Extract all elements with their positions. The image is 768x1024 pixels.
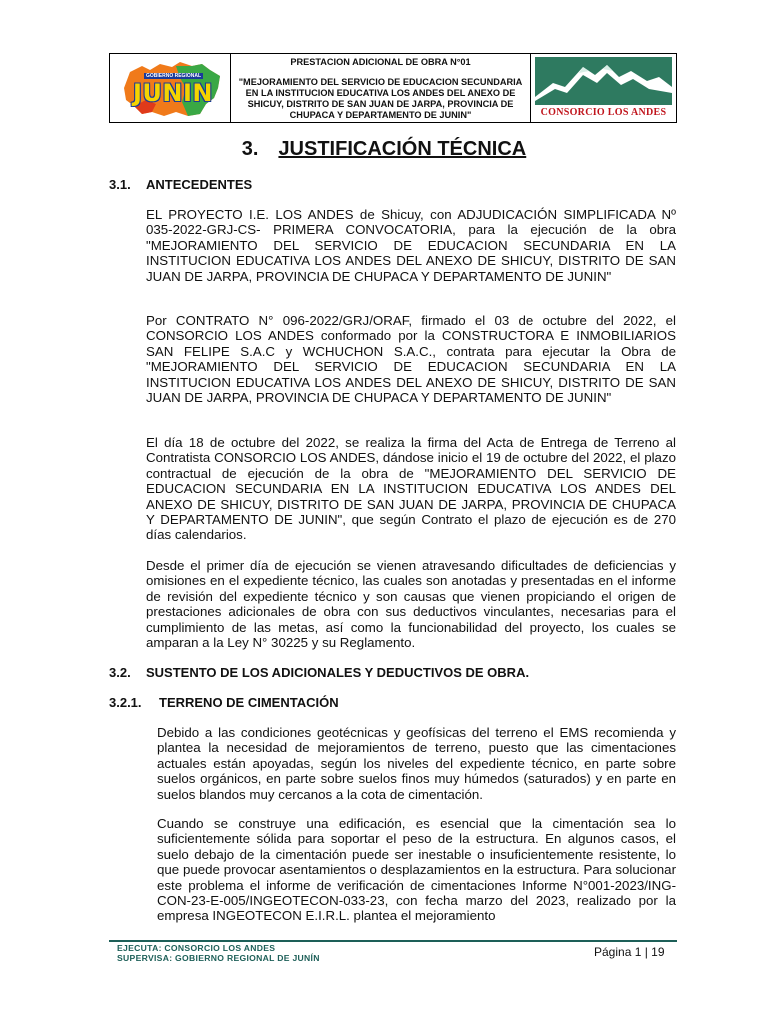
heading-title: TERRENO DE CIMENTACIÓN xyxy=(159,695,339,710)
heading-number: 3.2. xyxy=(109,665,131,680)
paragraph-antecedentes-1: EL PROYECTO I.E. LOS ANDES de Shicuy, con ADJUDICACIÓN SIMPLIFICADA Nº 035-2022-GRJ-CS- PRIMERA CONVOCATORIA, para la ejecución de la obra "MEJORAMIENTO DEL SERVICIO DE EDUCACION SECUNDARIA EN LA INSTITUCION EDUCATIVA LOS ANDES DEL ANEXO DE SHICUY, DISTRITO DE SAN JUAN DE JARPA, PROVINCIA DE CHUPACA Y DEPARTAMENTO DE JUNIN" xyxy=(146,207,676,284)
logo-subtext: GOBIERNO REGIONAL xyxy=(146,73,202,79)
consorcio-name: CONSORCIO LOS ANDES xyxy=(540,107,667,118)
heading-number: 3.1. xyxy=(109,177,131,192)
heading-title: ANTECEDENTES xyxy=(146,177,253,192)
paragraph-terreno-1: Debido a las condiciones geotécnicas y geofísicas del terreno el EMS recomienda y plantea la necesidad de mejoramientos de terreno, puesto que las cimentaciones actuales están apoyadas, según los niveles del expediente técnico, en parte sobre suelos orgánicos, en parte sobre suelos finos muy húmedos (saturados) y en parte en suelos blandos muy cercanos a la cota de cimentación. xyxy=(157,725,676,802)
heading-3-2-1 xyxy=(109,695,339,710)
paragraph-antecedentes-4: Desde el primer día de ejecución se vienen atravesando dificultades de deficiencias y omisiones en el expediente técnico, las cuales son anotadas y presentadas en el informe de revisión del expediente técnico y son causas que vienen propiciando el origen de prestaciones adicionales de obra con sus deductivos vinculantes, necesarias para el cumplimiento de las metas, así como la funcionabilidad del proyecto, los cuales se amparan a la Ley N° 30225 y su Reglamento. xyxy=(146,558,676,651)
document-header xyxy=(109,53,677,123)
heading-title: SUSTENTO DE LOS ADICIONALES Y DEDUCTIVOS DE OBRA. xyxy=(146,665,530,680)
logo-text: JUNIN xyxy=(133,79,214,107)
header-title: PRESTACION ADICIONAL DE OBRA N°01 xyxy=(290,57,471,67)
heading-3-1 xyxy=(109,177,252,192)
mountain-icon xyxy=(535,57,672,105)
paragraph-antecedentes-2: Por CONTRATO N° 096-2022/GRJ/ORAF, firmado el 03 de octubre del 2022, el CONSORCIO LOS ANDES conformado por la CONSTRUCTORA E INMOBILIARIOS SAN FELIPE S.A.C y WCHUCHON S.A.C., contrata para ejecutar la Obra de "MEJORAMIENTO DEL SERVICIO DE EDUCACION SECUNDARIA EN LA INSTITUCION EDUCATIVA LOS ANDES DEL ANEXO DE SHICUY, DISTRITO DE SAN JUAN DE JARPA, PROVINCIA DE CHUPACA Y DEPARTAMENTO DE JUNIN" xyxy=(146,313,676,406)
section-title: JUSTIFICACIÓN TÉCNICA xyxy=(278,138,527,160)
header-project: "MEJORAMIENTO DEL SERVICIO DE EDUCACION SECUNDARIA EN LA INSTITUCION EDUCATIVA LOS ANDES DEL ANEXO DE SHICUY, DISTRITO DE SAN JUAN DE JARPA, PROVINCIA DE CHUPACA Y DEPARTAMENTO DE JUNIN" xyxy=(238,77,523,120)
header-title-block xyxy=(231,54,531,122)
page-title xyxy=(0,138,768,161)
heading-number: 3.2.1. xyxy=(109,695,142,710)
heading-3-2 xyxy=(109,665,529,680)
footer-credits xyxy=(117,943,320,963)
footer-supervisa: SUPERVISA: GOBIERNO REGIONAL DE JUNÍN xyxy=(117,953,320,963)
footer-divider xyxy=(109,940,677,942)
paragraph-antecedentes-3: El día 18 de octubre del 2022, se realiza la firma del Acta de Entrega de Terreno al Contratista CONSORCIO LOS ANDES, dándose inicio el 19 de octubre del 2022, el plazo contractual de ejecución de la obra de "MEJORAMIENTO DEL SERVICIO DE EDUCACION SECUNDARIA EN LA INSTITUCION EDUCATIVA LOS ANDES DEL ANEXO DE SHICUY, DISTRITO DE SAN JUAN DE JARPA, PROVINCIA DE CHUPACA Y DEPARTAMENTO DE JUNIN", que según Contrato el plazo de ejecución es de 270 días calendarios. xyxy=(146,435,676,543)
page-number: Página 1 | 19 xyxy=(594,945,665,959)
gobierno-regional-junin-logo xyxy=(110,54,231,122)
consorcio-los-andes-logo xyxy=(531,54,676,122)
section-number: 3. xyxy=(241,138,259,160)
paragraph-terreno-2: Cuando se construye una edificación, es esencial que la cimentación sea lo suficientemente sólida para soportar el peso de la estructura. En algunos casos, el suelo debajo de la cimentación puede ser inestable o insuficientemente resistente, lo que puede provocar asentamientos o desplazamientos en la estructura. Para solucionar este problema el informe de verificación de cimentaciones Informe N°001-2023/ING-CON-23-E-005/INGEOTECON-033-23, con fecha marzo del 2023, realizado por la empresa INGEOTECON E.I.R.L. plantea el mejoramiento xyxy=(157,816,676,924)
footer-ejecuta: EJECUTA: CONSORCIO LOS ANDES xyxy=(117,943,276,953)
